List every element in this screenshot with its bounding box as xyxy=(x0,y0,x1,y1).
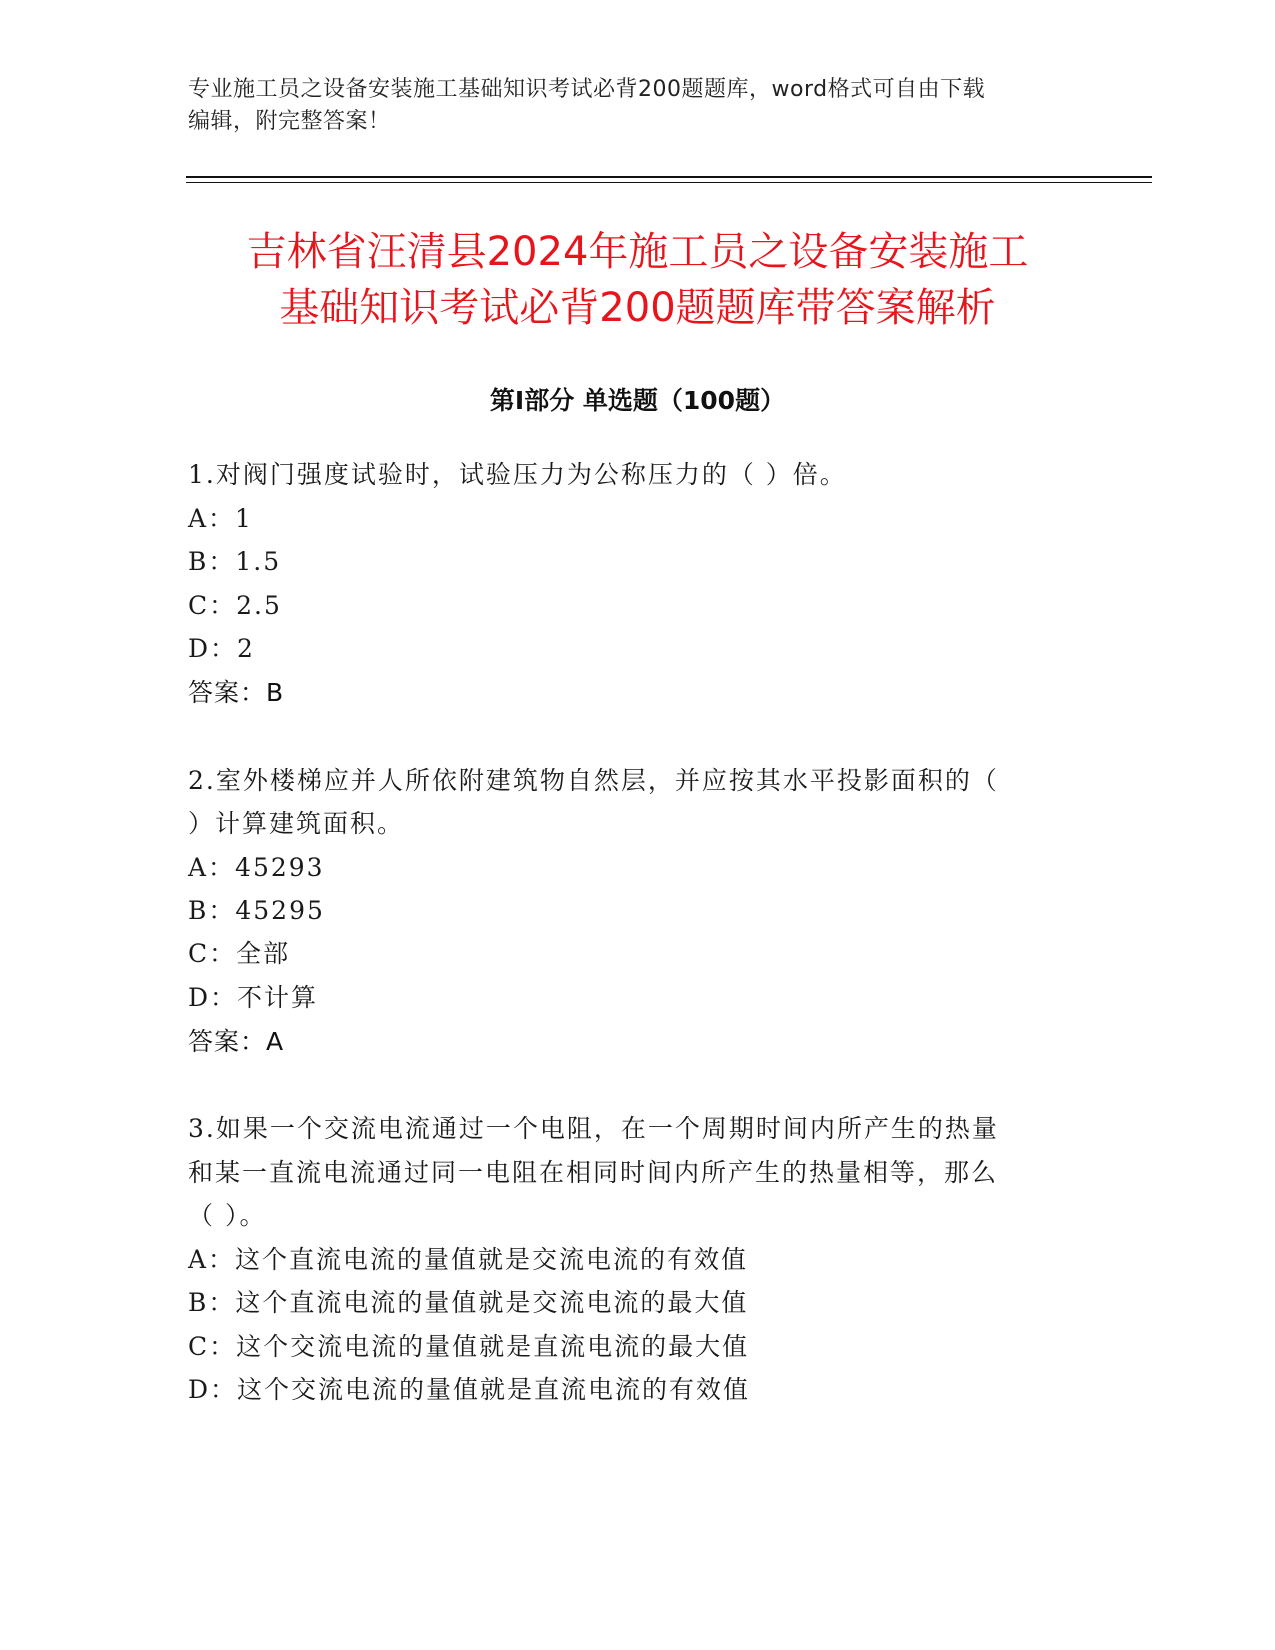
option-b: B：这个直流电流的量值就是交流电流的最大值 xyxy=(188,1288,749,1317)
question-stem: 3.如果一个交流电流通过一个电阻，在一个周期时间内所产生的热量 xyxy=(188,1114,999,1143)
question-stem-continued: 和某一直流电流通过同一电阻在相同时间内所产生的热量相等，那么 xyxy=(188,1158,999,1187)
answer: 答案：B xyxy=(188,678,285,707)
question-stem: 2.室外楼梯应并人所依附建筑物自然层，并应按其水平投影面积的（ xyxy=(188,766,999,795)
option-a: A：1 xyxy=(188,504,253,533)
option-b: B：1.5 xyxy=(188,547,282,576)
option-d: D：不计算 xyxy=(188,983,319,1012)
question-stem-continued: （ ）。 xyxy=(188,1201,267,1230)
option-a: A：45293 xyxy=(188,853,325,882)
answer: 答案：A xyxy=(188,1027,285,1056)
header-divider-thick xyxy=(186,176,1152,178)
option-c: C：2.5 xyxy=(188,591,282,620)
question-stem-continued: ）计算建筑面积。 xyxy=(188,809,405,838)
section-title: 第Ⅰ部分 单选题（100题） xyxy=(489,386,786,415)
document-title-line-2: 基础知识考试必背200题题库带答案解析 xyxy=(279,285,996,331)
document-title-line-1: 吉林省汪清县2024年施工员之设备安装施工 xyxy=(246,229,1029,275)
header-note xyxy=(188,74,1088,138)
header-note-line-2: 编辑，附完整答案！ xyxy=(188,109,391,134)
option-c: C：全部 xyxy=(188,939,291,968)
header-note-line-1: 专业施工员之设备安装施工基础知识考试必背200题题库，word格式可自由下载 xyxy=(188,77,986,102)
question-stem: 1.对阀门强度试验时，试验压力为公称压力的（ ）倍。 xyxy=(188,460,847,489)
option-c: C：这个交流电流的量值就是直流电流的最大值 xyxy=(188,1332,750,1361)
header-divider-thin xyxy=(186,182,1152,183)
option-d: D：2 xyxy=(188,634,255,663)
option-b: B：45295 xyxy=(188,896,325,925)
option-a: A：这个直流电流的量值就是交流电流的有效值 xyxy=(188,1245,749,1274)
option-d: D：这个交流电流的量值就是直流电流的有效值 xyxy=(188,1375,751,1404)
document-title xyxy=(150,224,1125,336)
